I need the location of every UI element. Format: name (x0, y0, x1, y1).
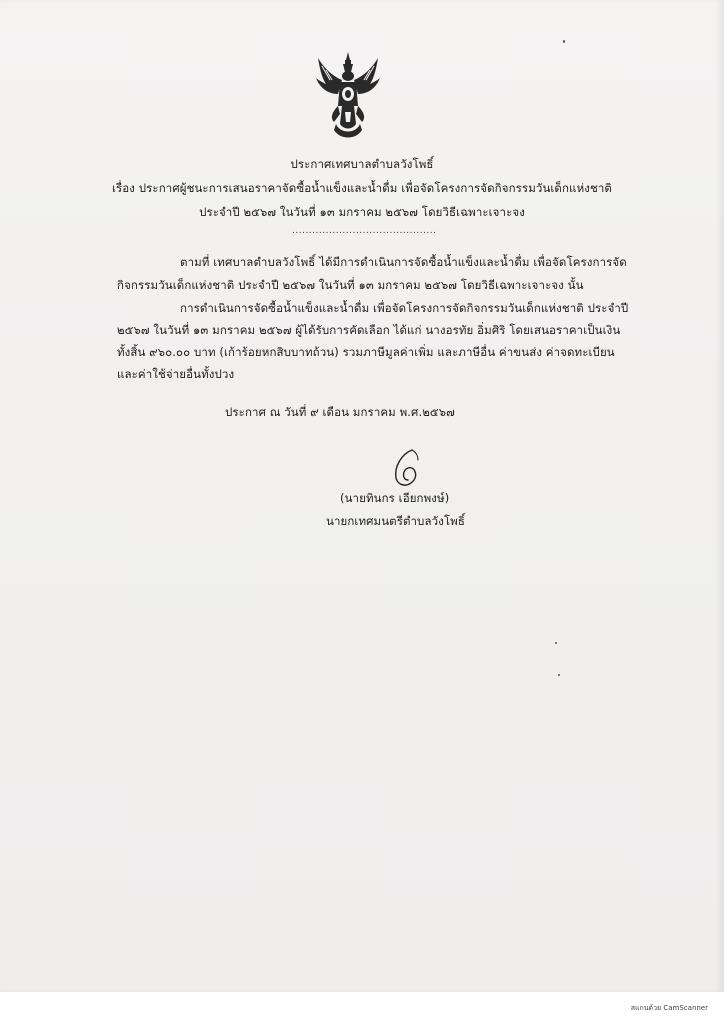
subject-line-2: ประจำปี ๒๕๖๗ ในวันที่ ๑๓ มกราคม ๒๕๖๗ โดยวิธีเฉพาะเจาะจง (199, 205, 525, 219)
paragraph-1-line-1: ตามที่ เทศบาลตำบลวังโพธิ์ ได้มีการดำเนินการจัดซื้อน้ำแข็งและน้ำดื่ม เพื่อจัดโครงการจัด (180, 255, 627, 269)
paragraph-2-line-2: ๒๕๖๗ ในวันที่ ๑๓ มกราคม ๒๕๖๗ ผู้ได้รับการคัดเลือก ได้แก่ นางอรทัย อิ่มศิริ โดยเสนอราคาเป็นเงิน (117, 323, 621, 337)
page-footer (0, 992, 724, 1024)
scan-speck (555, 642, 557, 644)
divider-dots: ........................................... (292, 226, 437, 236)
scan-speck (563, 40, 565, 43)
handwritten-signature (388, 446, 428, 490)
garuda-emblem-icon (312, 50, 384, 142)
scan-speck (558, 674, 560, 676)
paragraph-2-line-3: ทั้งสิ้น ๙๖๐.๐๐ บาท (เก้าร้อยหกสิบบาทถ้วน) รวมภาษีมูลค่าเพิ่ม และภาษีอื่น ค่าขนส่ง ค่าจดทะเบียน (117, 345, 615, 359)
paragraph-1-line-2: กิจกรรมวันเด็กแห่งชาติ ประจำปี ๒๕๖๗ ในวันที่ ๑๓ มกราคม ๒๕๖๗ โดยวิธีเฉพาะเจาะจง นั้น (117, 278, 584, 292)
subject-line: เรื่อง ประกาศผู้ชนะการเสนอราคาจัดซื้อน้ำแข็งและน้ำดื่ม เพื่อจัดโครงการจัดกิจกรรมวันเด็กแห่งชาติ (111, 181, 613, 195)
signatory-name: (นายทินกร เอียกพงษ์) (340, 491, 450, 505)
announce-date: ประกาศ ณ วันที่ ๙ เดือน มกราคม พ.ศ.๒๕๖๗ (225, 405, 455, 419)
paragraph-2-line-1: การดำเนินการจัดซื้อน้ำแข็งและน้ำดื่ม เพื่อจัดโครงการจัดกิจกรรมวันเด็กแห่งชาติ ประจำปี (180, 301, 629, 315)
scanner-watermark: สแกนด้วย CamScanner (630, 1004, 708, 1012)
paragraph-2-line-4: และค่าใช้จ่ายอื่นทั้งปวง (117, 367, 235, 381)
org-title: ประกาศเทศบาลตำบลวังโพธิ์ (290, 157, 434, 171)
signatory-title: นายกเทศมนตรีตำบลวังโพธิ์ (326, 514, 465, 528)
